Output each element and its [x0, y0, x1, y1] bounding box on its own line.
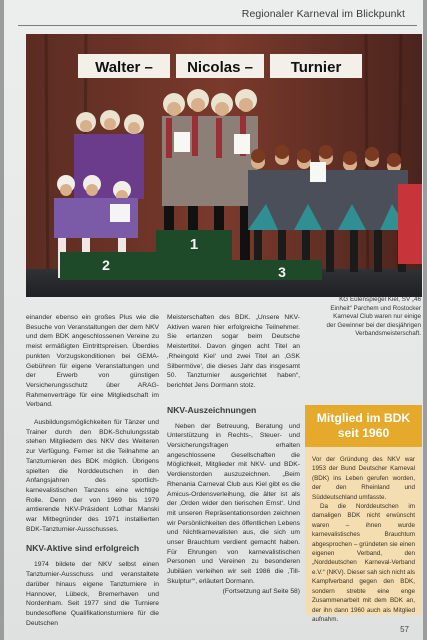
continuation-note: (Fortsetzung auf Seite 58): [222, 587, 300, 595]
col2-paragraph-2: Neben der Betreuung, Beratung und Unterstützung in Rechts-, Steuer- und Versicherungsfragen erhalten angeschlossene Gesellschaften die Möglichkeit, Mitglieder mit NKV- und BDK-Verdienstorden auszuzeichnen. „Beim Rhenania Carneval Club aus Kiel gibt es die Amicus-Ordensverleihung, die älter ist als der ‚Orden wider den tierischen Ernst‘. Und mit unseren Repräsentationsorden zeichnen wir Persönlichkeiten des öffentlichen Lebens und Nichtkarnevalisten aus, die sich um unser Brauchtum verdient gemacht haben. Für Ehrungen von karnevalistischen Personen und Vereinen zu besonderen Jubiläen verleihen wir seit 1986 die ‚Till-Skulptur‘“, erläutert Dormann.: [167, 422, 300, 585]
col2-paragraph-1: Meisterschaften des BDK. „Unsere NKV-Aktiven waren hier erfolgreiche Teilnehmer. Sie ertanzen sogar beim Deutsche Meistertitel. Davon gingen acht Titel an ‚Rheingold Kiel‘ und zwei Titel an ‚GSK Silbermöve‘, die dieses Jahr das insgesamt 50. Tanzturnier ausgerichtet haben“, berichtet Jens Dormann stolz.: [167, 314, 300, 389]
header-rule: [18, 25, 417, 26]
podium-number-1: 1: [189, 236, 199, 253]
magazine-page: [4, 0, 423, 640]
photo-caption: KG Eulenspiegel Kiel, SV „46 Einheit“ Parchem und Rostocker Karneval Club waren nur einige der Gewinner bei der diesjährigen Verbandsmeisterschaft.: [326, 296, 421, 338]
subheading-nkv-aktive: NKV-Aktive sind erfolgreich: [26, 543, 140, 554]
podium-number-3: 3: [278, 264, 286, 280]
article-column-2: [167, 313, 300, 596]
col1-paragraph-1: einander ebenso ein großes Plus wie die Besuche von Veranstaltungen der dem NKV und dem BDK angeschlossenen Vereine zu meist ermäßigten Eintrittspreisen. Überdies punkten Vorzugskonditionen bei GEMA-Gebühren für eigene Veranstaltungen und der Erwerb von günstigen Versicherungsschutz über ARAG-Rahmenverträge für eine Mitgliedschaft im Verband.: [26, 314, 159, 409]
box-paragraph-1: Vor der Gründung des NKV war 1953 der Bund Deutscher Karneval (BDK) ins Leben gerufen worden, der den Rheinland und Süddeutschland umfasste.: [312, 456, 415, 501]
podium-number-2: 2: [102, 257, 110, 273]
col1-paragraph-3: 1974 bildete der NKV selbst einen Tanzturnier-Ausschuss und veranstaltete darüber hinaus eigene Tanzturniere in Hannover, Lübeck, Bremerhaven und Nordenham. Seit 1977 sind die Turniere bundesoffene Qualifikationsturniere für die Deutschen: [26, 561, 159, 627]
box-paragraph-2: Da die Norddeutschen im damaligen BDK nicht erwünscht waren – ihnen wurde karnevalistisches Brauchtum abgesprochen – gründeten sie einen eigenen Verband, den „Norddeutschen Karneval-Verband e.V.“ (NKV). Dieser sah sich nicht als Kampfverband gegen den BDK, sondern strebte eine enge Zusammenarbeit mit dem BDK an, der ihn dann 1960 auch als Mitglied aufnahm.: [312, 503, 416, 623]
page-number: 57: [400, 625, 409, 634]
sidebar-box-body: [305, 447, 422, 623]
subheading-auszeichnungen: NKV-Auszeichnungen: [167, 404, 257, 415]
sidebar-box-title: Mitglied im BDK seit 1960: [305, 405, 422, 447]
banner-word-2: Nicolas –: [187, 59, 253, 76]
col1-paragraph-2: Ausbildungsmöglichkeiten für Tänzer und Trainer durch den BDK-Schulungsstab stehen Mitgliedern des NKV des Weiteren zur Verfügung. Ferner ist die Teilnahme an Tanzturnieren des BDK möglich. Übrigens spielten die Norddeutschen in den Anfangsjahren des sportlich-karnevalistischen Tanzens eine wichtige Rolle. Denn der von 1969 bis 1979 amtierende NKV-Präsident Lothar Manski war Mitbegründer des 1971 installierten BDK-Tanzturnier-Ausschusses.: [26, 419, 159, 533]
article-column-1: [26, 313, 159, 628]
running-head: Regionaler Karneval im Blickpunkt: [241, 8, 405, 20]
group-photo: [26, 34, 422, 297]
banner-word-1: Walter –: [95, 59, 153, 76]
banner-word-3: Turnier: [290, 59, 342, 76]
